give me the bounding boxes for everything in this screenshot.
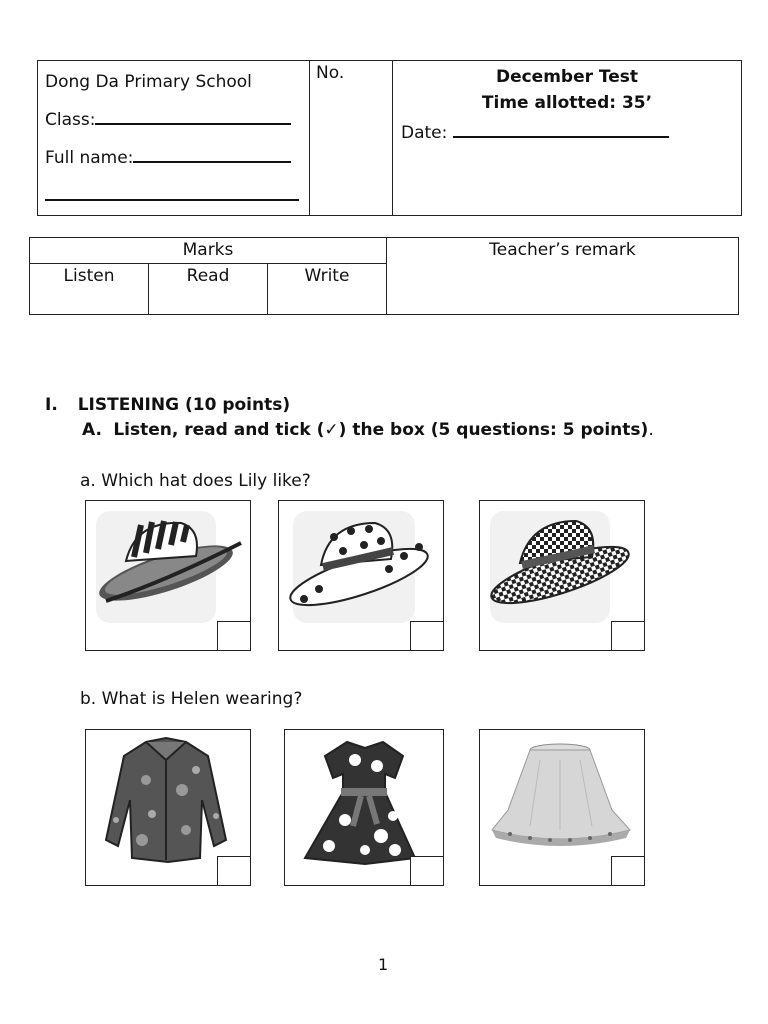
part-end: .: [648, 420, 654, 440]
marks-table: [29, 237, 739, 315]
part-letter: A.: [82, 420, 102, 440]
header-table: [37, 60, 742, 216]
option-b1: [85, 729, 251, 886]
time-allotted: Time allotted: 35’: [481, 93, 653, 113]
fullname-field-extra[interactable]: [45, 183, 299, 201]
section-number: I.: [45, 395, 58, 415]
question-a-label: a. Which hat does Lily like?: [80, 471, 311, 491]
fullname-label: Full name:: [45, 148, 134, 168]
fullname-field[interactable]: [133, 145, 291, 163]
class-field[interactable]: [95, 107, 291, 125]
tick-box-a1[interactable]: [217, 621, 250, 650]
no-label: No.: [316, 63, 345, 83]
section-title: LISTENING (10 points): [77, 395, 291, 415]
tick-box-a2[interactable]: [410, 621, 443, 650]
option-b2: [284, 729, 444, 886]
student-info-cell: [38, 61, 310, 216]
school-name: Dong Da Primary School: [45, 72, 252, 92]
tick-box-b2[interactable]: [410, 856, 443, 885]
listen-score-cell: Listen: [30, 264, 149, 315]
class-label: Class:: [45, 110, 96, 130]
teacher-remark-label: Teacher’s remark: [387, 238, 739, 315]
date-field[interactable]: [453, 120, 669, 138]
section-heading: [45, 395, 290, 415]
option-a3: [479, 500, 645, 651]
question-b-label: b. What is Helen wearing?: [80, 689, 303, 709]
tick-box-b1[interactable]: [217, 856, 250, 885]
page-number: 1: [378, 955, 389, 974]
test-info-cell: [393, 61, 742, 216]
read-score-cell: Read: [149, 264, 268, 315]
number-cell: [310, 61, 393, 216]
option-a1: [85, 500, 251, 651]
date-label: Date:: [401, 123, 448, 143]
write-score-cell: Write: [268, 264, 387, 315]
option-b3: [479, 729, 645, 886]
part-heading: [82, 420, 654, 440]
part-title: Listen, read and tick (✓) the box (5 questions: 5 points): [113, 420, 649, 440]
option-a2: [278, 500, 444, 651]
test-title: December Test: [495, 67, 639, 87]
marks-label: Marks: [30, 238, 387, 264]
tick-box-b3[interactable]: [611, 856, 644, 885]
tick-box-a3[interactable]: [611, 621, 644, 650]
